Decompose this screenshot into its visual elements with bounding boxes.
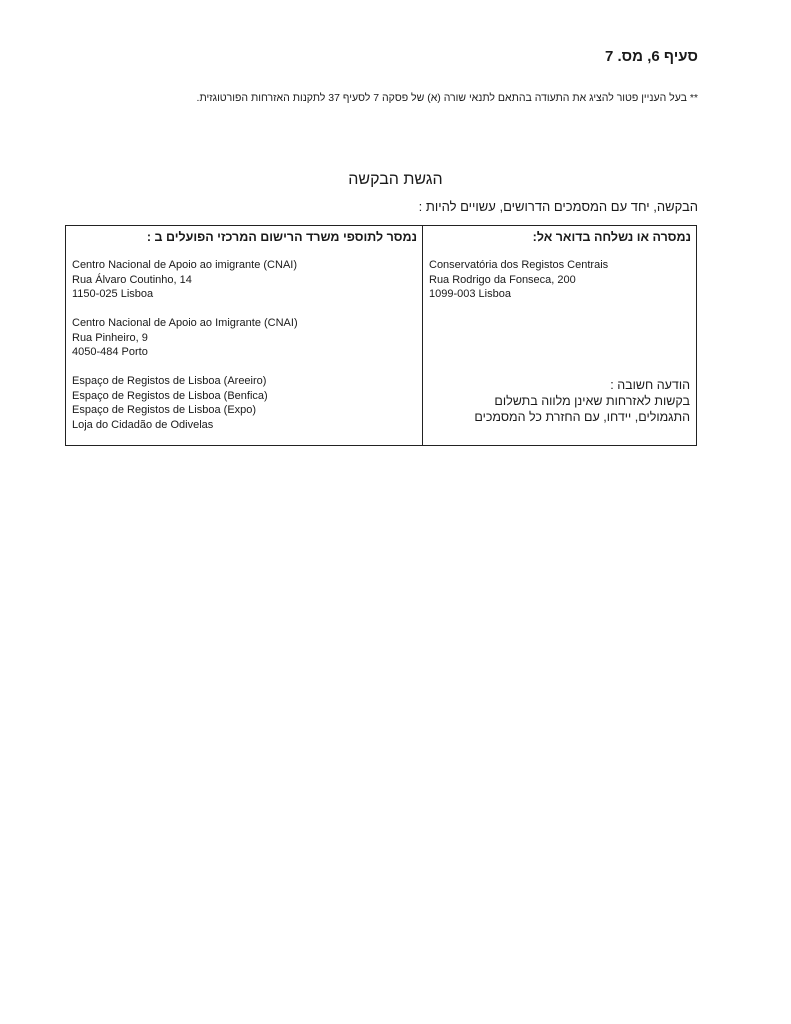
notice-line: התגמולים, יידחו, עם החזרת כל המסמכים bbox=[474, 410, 690, 424]
address-line: Rua Rodrigo da Fonseca, 200 bbox=[429, 273, 576, 286]
address-line: Espaço de Registos de Lisboa (Expo) bbox=[72, 404, 257, 416]
section-title bbox=[0, 171, 791, 189]
address-line: Centro Nacional de Apoio ao Imigrante (CNAI) bbox=[72, 317, 298, 329]
info-table bbox=[65, 225, 697, 446]
central-registry-header: נמסר לתוספי משרד הרישום המרכזי הפועלים ב : bbox=[146, 230, 417, 244]
mail-delivery-header: נמסרה או נשלחה בדואר אל: bbox=[532, 230, 691, 244]
address-line: Loja do Cidadão de Odivelas bbox=[72, 418, 214, 431]
address-line: Espaço de Registos de Lisboa (Areeiro) bbox=[72, 375, 267, 387]
cnai-porto-address bbox=[72, 316, 298, 360]
address-line: 1099-003 Lisboa bbox=[429, 288, 511, 300]
address-line: Conservatória dos Registos Centrais bbox=[429, 259, 609, 271]
notice-title: הודעה חשובה : bbox=[610, 378, 690, 392]
conservatoria-address bbox=[429, 258, 608, 302]
address-line: 1150-025 Lisboa bbox=[72, 288, 154, 300]
mail-delivery-column bbox=[423, 226, 696, 445]
intro-line: הבקשה, יחד עם המסמכים הדרושים, עשויים להיות : bbox=[418, 199, 698, 214]
registry-offices-list bbox=[72, 374, 268, 432]
notice-line: בקשות לאזרחות שאינן מלווה בתשלום bbox=[494, 394, 690, 408]
address-line: Rua Pinheiro, 9 bbox=[72, 331, 148, 344]
central-registry-column bbox=[66, 226, 423, 445]
address-line: 4050-484 Porto bbox=[72, 346, 148, 358]
address-line: Espaço de Registos de Lisboa (Benfica) bbox=[72, 389, 268, 402]
page-heading: סעיף 6, מס. 7 bbox=[605, 48, 698, 65]
important-notice bbox=[474, 377, 690, 425]
cnai-lisboa-address bbox=[72, 258, 297, 302]
section-title-text: הגשת הבקשה bbox=[348, 171, 443, 188]
footnote: ** בעל העניין פטור להציג את התעודה בהתאם לתנאי שורה (א) של פסקה 7 לסעיף 37 לתקנות האזרחות הפורטוגזית. bbox=[196, 92, 698, 104]
address-line: Centro Nacional de Apoio ao imigrante (CNAI) bbox=[72, 259, 298, 271]
address-line: Rua Álvaro Coutinho, 14 bbox=[72, 273, 192, 286]
